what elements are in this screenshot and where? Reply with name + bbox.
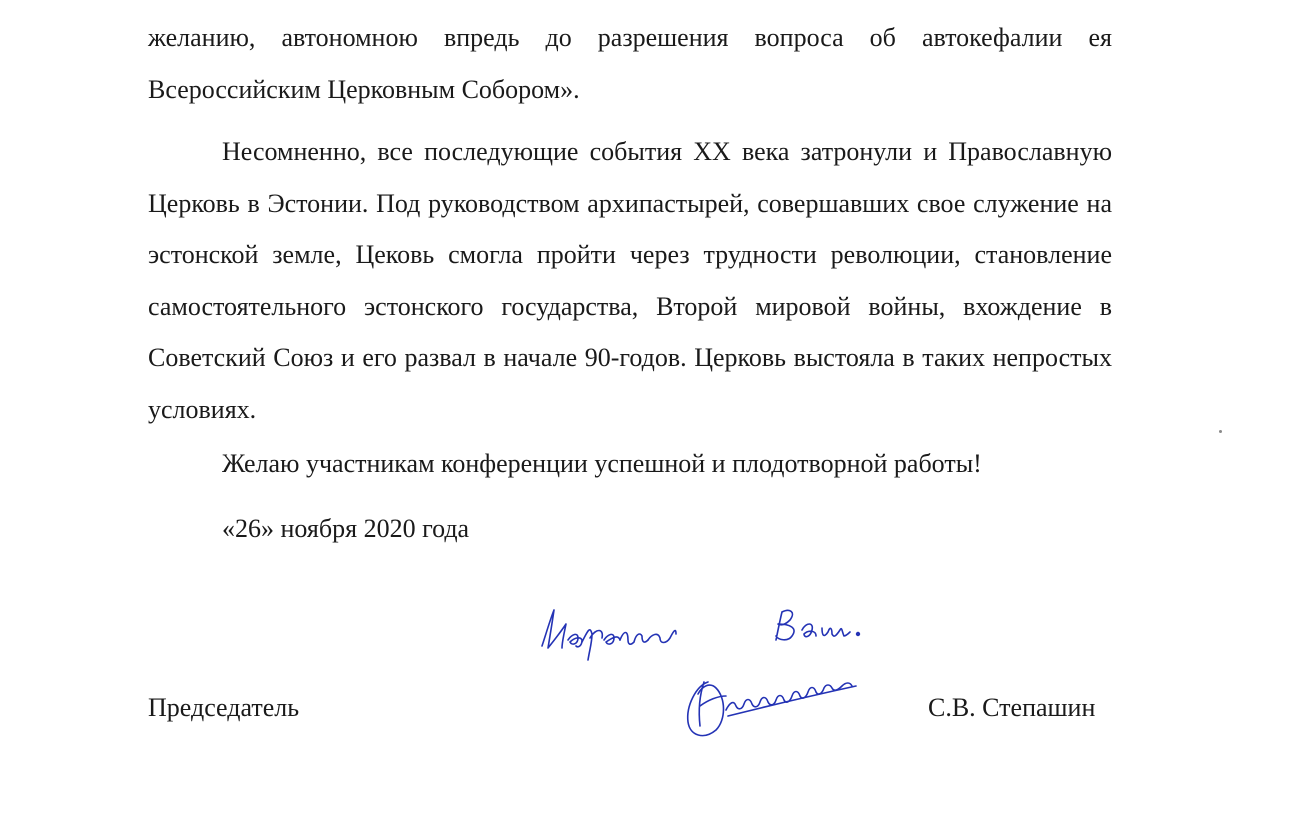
handwritten-signature [520, 590, 920, 750]
paragraph-autocephaly: желанию, автономною впредь до разрешения вопроса об автокефалии ея Всероссийским Церковным Собором». [148, 23, 1112, 104]
signatory-role: Председатель [148, 693, 300, 722]
letter-date: «26» ноября 2020 года [222, 514, 470, 543]
signatory-name: С.В. Степашин [928, 693, 1096, 722]
paragraph-wishes: Желаю участникам конференции успешной и плодотворной работы! [222, 449, 982, 478]
scan-speck [1219, 430, 1222, 433]
paragraph-history: Несомненно, все последующие события XX века затронули и Православную Церковь в Эстонии. Под руководством архипастырей, совершавших свое служение на эстонской земле, Цековь смогла пройти через трудности революции, становление самостоятельного эстонского государства, Второй мировой войны, вхождение в Советский Союз и его развал в начале 90-годов. Церковь выстояла в таких непростых условиях. [148, 137, 1112, 424]
